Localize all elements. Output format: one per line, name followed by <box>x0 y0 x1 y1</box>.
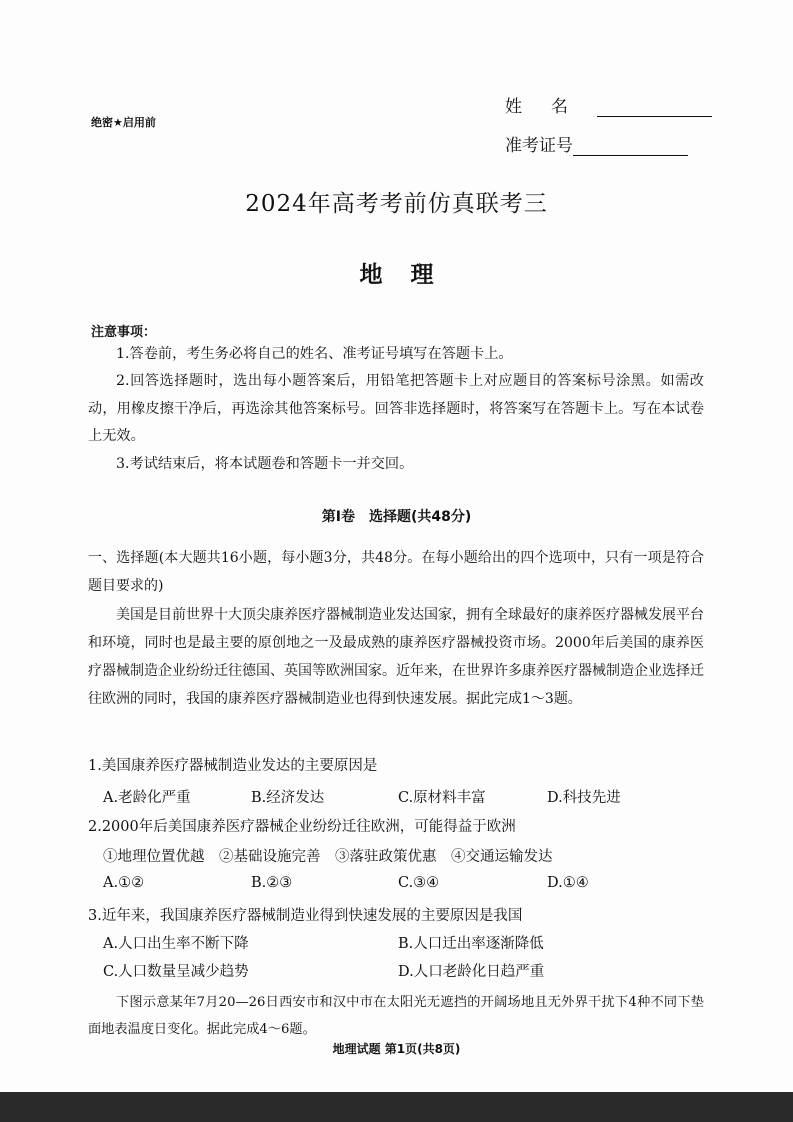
q1-option-c: C.原材料丰富 <box>398 790 486 806</box>
q1-option-b: B.经济发达 <box>251 790 325 806</box>
q3-option-d: D.人口老龄化日趋严重 <box>398 964 545 980</box>
id-label: 准考证号 <box>505 136 573 156</box>
q2-option-d: D.①④ <box>547 875 589 891</box>
q3-option-b: B.人口迁出率逐渐降低 <box>398 936 544 952</box>
notes-heading: 注意事项： <box>91 325 157 340</box>
q2-option-c: C.③④ <box>398 875 440 891</box>
exam-title: 2024年高考考前仿真联考三 <box>245 191 548 217</box>
part-intro: 一、选择题(本大题共16小题，每小题3分，共48分。在每小题给出的四个选项中，只有一项是符合题目要求的) <box>88 550 704 594</box>
passage-1: 美国是目前世界十大顶尖康养医疗器械制造业发达国家，拥有全球最好的康养医疗器械发展平台和环境，同时也是最主要的原创地之一及最成熟的康养医疗器械投资市场。2000年后美国的康养医疗器械制造企业纷纷迁往德国、英国等欧洲国家。近年来，在世界许多康养医疗器械制造企业选择迁往欧洲的同时，我国的康养医疗器械制造业也得到快速发展。据此完成1～3题。 <box>88 607 704 707</box>
q2-option-a: A.①② <box>103 875 145 891</box>
q3-option-a: A.人口出生率不断下降 <box>103 936 249 952</box>
section-title: 第Ⅰ卷 选择题(共48分) <box>321 509 472 525</box>
q3-option-c: C.人口数量呈减少趋势 <box>103 964 249 980</box>
confidential-mark: 绝密★启用前 <box>91 116 156 129</box>
q2-option-b: B.②③ <box>251 875 293 891</box>
id-blank-line <box>573 139 688 156</box>
q1-option-d: D.科技先进 <box>547 790 621 806</box>
note-item-2: 2.回答选择题时，选出每小题答案后，用铅笔把答题卡上对应题目的答案标号涂黑。如需改动，用橡皮擦干净后，再选涂其他答案标号。回答非选择题时，将答案写在答题卡上。写在本试卷上无效。 <box>88 373 704 444</box>
name-label: 姓名 <box>505 97 597 117</box>
name-blank-line <box>597 100 712 117</box>
id-field <box>505 131 688 156</box>
note-item-1: 1.答卷前，考生务必将自己的姓名、准考证号填写在答题卡上。 <box>116 346 513 362</box>
name-field <box>505 92 712 117</box>
page-footer: 地理试题 第1页(共8页) <box>332 1042 461 1056</box>
note-item-3: 3.考试结束后，将本试题卷和答题卡一并交回。 <box>116 456 414 472</box>
q1-option-a: A.老龄化严重 <box>103 790 191 806</box>
scan-bottom-edge <box>0 1092 793 1122</box>
passage-2: 下图示意某年7月20—26日西安市和汉中市在太阳光无遮挡的开阔场地且无外界干扰下4种不同下垫面地表温度日变化。据此完成4～6题。 <box>88 995 704 1037</box>
question-2-stem: 2.2000年后美国康养医疗器械企业纷纷迁往欧洲，可能得益于欧洲 <box>88 819 516 835</box>
subject-title: 地理 <box>359 262 462 288</box>
question-3-stem: 3.近年来，我国康养医疗器械制造业得到快速发展的主要原因是我国 <box>88 908 523 924</box>
q2-statements: ①地理位置优越 ②基础设施完善 ③落驻政策优惠 ④交通运输发达 <box>103 849 553 865</box>
question-1-stem: 1.美国康养医疗器械制造业发达的主要原因是 <box>88 758 378 774</box>
